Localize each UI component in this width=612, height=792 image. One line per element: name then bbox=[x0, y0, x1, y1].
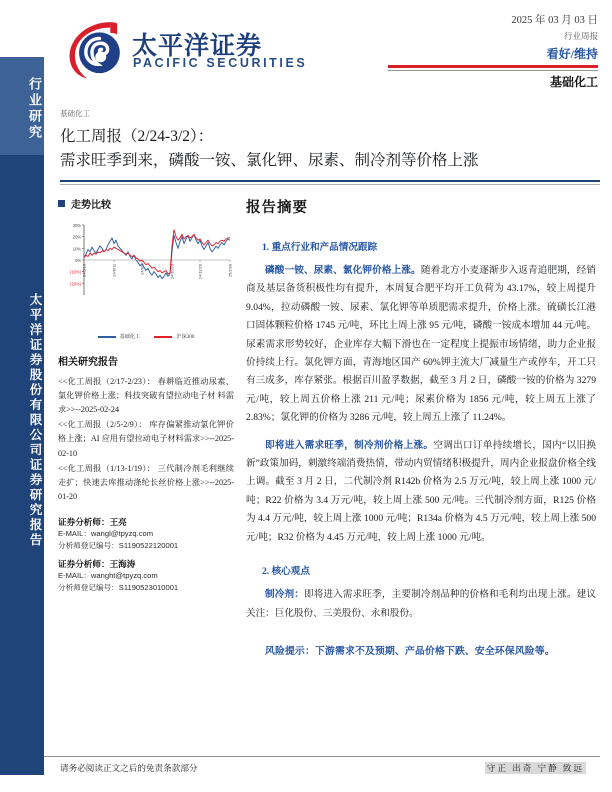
paragraph-2-body: 空调出口订单持续增长，国内“以旧换新”政策加码，刺激终端消费热情，带动内贸情绪积极提升，周内企业报盘价格全线上调。截至 3 月 2 日，二代制冷剂 R142b 价格为 2.5 万元/吨，较上周上涨 1000 元/吨；R22 价格为 3.4 万元/吨，较上周上涨 500 元/吨。三代制冷剂方面，R125 价格为 4.4 万元/吨，较上周上涨 1000 元/吨；R134a 价格为 4.5 万元/吨，较上周上涨 500 元/吨；R32 价格为 4.45 万元/吨，较上周上涨 1000 元/吨。 bbox=[246, 439, 597, 543]
legend-swatch-0 bbox=[98, 336, 116, 338]
header-grey-rule bbox=[388, 70, 598, 71]
risk-disclosure: 风险提示：下游需求不及预期、产品价格下跌、安全环保风险等。 bbox=[265, 645, 555, 657]
chart-legend bbox=[58, 333, 234, 340]
legend-item-1 bbox=[154, 333, 194, 340]
related-report-item[interactable]: <<化工周报（2/17-2/23）： 春耕临近推动尿素、氯化钾价格上涨；科技突破有望拉动电子材 料需求>>--2025-02-24 bbox=[58, 377, 234, 415]
related-report-item[interactable]: <<化工周报（1/13-1/19）： 三代制冷剂毛利继续走扩；快速去库推动涤纶长丝价格上涨>>--2025-01-20 bbox=[58, 463, 234, 501]
brand-logo bbox=[60, 12, 310, 84]
chart-heading-label: 走势比较 bbox=[71, 200, 111, 211]
summary-paragraph-2 bbox=[246, 437, 596, 547]
svg-text:(20%): (20%) bbox=[70, 281, 81, 287]
analyst-name: 证券分析师：王亮 bbox=[58, 516, 127, 527]
trend-chart-svg bbox=[58, 219, 234, 331]
related-reports-list bbox=[58, 375, 234, 504]
report-type: 行业周报 bbox=[563, 31, 598, 41]
performance-comparison-chart bbox=[58, 219, 234, 339]
related-report-item[interactable]: <<化工周报（2/5-2/9）： 库存偏紧推动氯化钾价格上涨；AI 应用有望拉动电子材料需求>>--2025-02-10 bbox=[58, 420, 234, 458]
title-block bbox=[60, 108, 600, 185]
chart-section-heading bbox=[58, 196, 234, 211]
analyst-email[interactable]: E-MAIL：wangl@tpyzq.com bbox=[58, 528, 154, 538]
report-date: 2025 年 03 月 03 日 bbox=[511, 15, 598, 26]
legend-label-1: 沪深300 bbox=[176, 334, 195, 340]
svg-text:24/3/18: 24/3/18 bbox=[81, 264, 87, 277]
paragraph-1-lead: 磷酸一铵、尿素、氯化钾价格上涨。 bbox=[265, 265, 421, 276]
svg-text:(10%): (10%) bbox=[70, 269, 81, 275]
summary-heading: 报告摘要 bbox=[246, 200, 308, 216]
analyst-name: 证券分析师：王海涛 bbox=[58, 558, 136, 569]
footer-row bbox=[44, 757, 600, 774]
rating-badge: 看好/维持 bbox=[546, 47, 598, 61]
sidebar-label-company-report: 太平洋证券股份有限公司证券研究报告 bbox=[28, 292, 42, 548]
related-reports-heading: 相关研究报告 bbox=[58, 357, 118, 368]
title-grey-rule bbox=[60, 184, 600, 185]
header-red-rule bbox=[388, 65, 598, 68]
right-column bbox=[246, 196, 596, 657]
left-sidebar bbox=[0, 0, 44, 792]
header-meta bbox=[388, 12, 598, 90]
legend-item-0 bbox=[98, 333, 141, 340]
analyst-license: 分析师登记编号：S1190522120001 bbox=[58, 541, 179, 551]
svg-text:10%: 10% bbox=[72, 246, 81, 252]
svg-text:20%: 20% bbox=[72, 234, 81, 240]
paragraph-1-body: 随着北方小麦逐渐步入返青追肥期，经销商及基层备货积极性均有提升，本周复合肥平均开工负荷为 43.17%，较上周提升 9.04%，拉动磷酸一铵、尿素、氯化钾等单质肥需求提升，价格上涨。硫磺长江港口固体颗粒价格 1745 元/吨，环比上周上涨 95 元/吨，磷酸一铵成本增加 44 元/吨。尿素需求形势较好，企业库存大幅下滑也在一定程度上提振市场情绪，助力企业报价持续上行。氯化钾方面，青海地区国产 60%钾主流大厂减量生产或停车，开工只有三成多，库存紧张。根据百川盈孚数据，截至 3 月 2 日，磷酸一铵的价格为 3279 元/吨，较上周五价格上涨 211 元/吨；尿素价格为 1856 元/吨，较上周五上涨了 2.83%；氯化钾的价格为 3286 元/吨，较上周五上涨了 11.24%。 bbox=[246, 265, 597, 424]
logo-text-en: PACIFIC SECURITIES bbox=[133, 56, 308, 70]
title-blue-rule bbox=[60, 180, 600, 182]
page-footer bbox=[44, 756, 600, 774]
square-bullet-icon bbox=[58, 200, 65, 207]
svg-text:30%: 30% bbox=[72, 223, 81, 228]
svg-text:24/10/29: 24/10/29 bbox=[169, 264, 175, 280]
svg-text:25/2/28: 25/2/28 bbox=[227, 264, 233, 277]
paragraph-3-body: 即将进入需求旺季，主要制冷剂品种的价格和毛利均出现上涨。建议关注：巨化股份、三美股份、永和股份。 bbox=[246, 589, 597, 619]
page-title-line1: 化工周报（2/24-3/2）： bbox=[60, 128, 214, 145]
legend-swatch-1 bbox=[154, 336, 172, 338]
summary-section-1-heading: 1. 重点行业和产品情况跟踪 bbox=[262, 242, 378, 253]
sidebar-label-industry-research: 行业研究 bbox=[27, 77, 42, 141]
left-column bbox=[58, 196, 234, 594]
svg-text:24/12/26: 24/12/26 bbox=[197, 264, 203, 280]
footer-disclaimer: 请务必阅读正文之后的免责条款部分 bbox=[60, 763, 198, 773]
sector-name: 基础化工 bbox=[549, 75, 598, 90]
logo-text-cn: 太平洋证券 bbox=[132, 32, 263, 60]
paragraph-2-lead: 即将进入需求旺季，制冷剂价格上涨。 bbox=[265, 439, 434, 451]
page-header bbox=[44, 0, 612, 104]
pacific-securities-logo-icon bbox=[60, 14, 128, 82]
footer-motto: 守正 出奇 宁静 致远 bbox=[486, 763, 584, 773]
summary-paragraph-3 bbox=[246, 586, 596, 623]
page-title bbox=[60, 125, 600, 173]
svg-text:24/8/9: 24/8/9 bbox=[139, 264, 145, 275]
summary-section-2-heading: 2. 核心观点 bbox=[262, 566, 310, 578]
summary-paragraph-1 bbox=[246, 262, 596, 428]
analyst-email[interactable]: E-MAIL：wanght@tpyzq.com bbox=[58, 570, 158, 580]
legend-label-0: 基础化工 bbox=[119, 334, 141, 340]
svg-text:0%: 0% bbox=[75, 258, 81, 263]
analyst-license: 分析师登记编号：S1190523010001 bbox=[58, 582, 179, 592]
title-kicker: 基础化工 bbox=[60, 109, 90, 118]
paragraph-3-lead: 制冷剂： bbox=[265, 589, 304, 601]
svg-text:24/6/11: 24/6/11 bbox=[111, 264, 117, 277]
page-title-line2: 需求旺季到来，磷酸一铵、氯化钾、尿素、制冷剂等价格上涨 bbox=[60, 152, 479, 170]
analyst-block bbox=[58, 516, 234, 594]
